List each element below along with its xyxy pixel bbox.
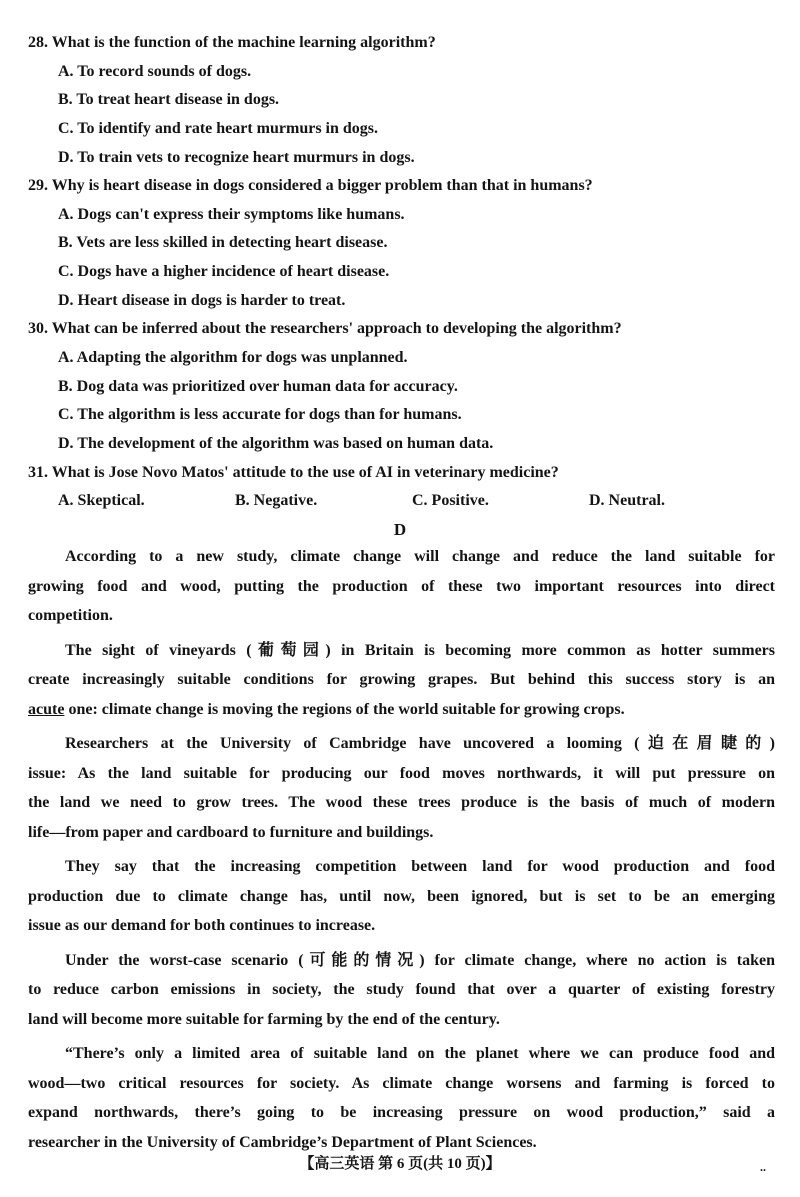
- text-fragment: one: climate change is moving the regions of the world suitable for growing crops.: [68, 700, 625, 718]
- answer-option: C. Dogs have a higher incidence of heart disease.: [58, 263, 390, 281]
- text-line: According to a new study, climate change will change and reduce the land suitable for: [65, 548, 775, 565]
- text-line: to reduce carbon emissions in society, the study found that over a quarter of existing forestry: [28, 981, 775, 998]
- answer-option: C. Positive.: [412, 492, 489, 510]
- questions-block: [28, 29, 788, 516]
- page-footer: 【高三英语 第 6 页(共 10 页)】: [299, 1156, 501, 1172]
- text-line: land will become more suitable for farming by the end of the century.: [28, 1010, 500, 1028]
- question-stem: 31. What is Jose Novo Matos' attitude to the use of AI in veterinary medicine?: [28, 463, 559, 481]
- question-stem: 28. What is the function of the machine learning algorithm?: [28, 34, 436, 51]
- text-line: create increasingly suitable conditions for growing grapes. But behind this success story is an: [28, 671, 775, 688]
- text-line: expand northwards, there’s going to be increasing pressure on wood production,” said a: [28, 1104, 775, 1121]
- paragraph: [28, 1039, 775, 1157]
- answer-option: D. The development of the algorithm was based on human data.: [58, 434, 494, 452]
- answer-option: A. Adapting the algorithm for dogs was unplanned.: [58, 349, 408, 367]
- section-heading: D: [393, 520, 407, 539]
- answer-option: C. The algorithm is less accurate for dogs than for humans.: [58, 406, 462, 424]
- text-line: [28, 695, 775, 725]
- text-line: growing food and wood, putting the production of these two important resources into direct: [28, 577, 775, 595]
- answer-option: B. Negative.: [235, 492, 318, 510]
- answer-options-row: [28, 487, 788, 516]
- answer-option: A. To record sounds of dogs.: [58, 62, 252, 80]
- question-stem: 30. What can be inferred about the researchers' approach to developing the algorithm?: [28, 320, 622, 338]
- paragraph: [28, 852, 775, 941]
- question-stem: 29. Why is heart disease in dogs considered a bigger problem than that in humans?: [28, 177, 593, 195]
- underlined-word: acute: [28, 700, 65, 718]
- text-line: researcher in the University of Cambridge’s Department of Plant Sciences.: [28, 1133, 537, 1151]
- paragraph: [28, 542, 775, 631]
- text-line: issue as our demand for both continues to increase.: [28, 917, 376, 934]
- text-line: life—from paper and cardboard to furniture and buildings.: [28, 823, 434, 841]
- text-line: issue: As the land suitable for producing our food moves northwards, it will put pressure on: [28, 764, 775, 782]
- corner-mark: ..: [760, 1160, 766, 1174]
- answer-option: D. Heart disease in dogs is harder to treat.: [58, 291, 346, 309]
- answer-option: A. Skeptical.: [58, 492, 145, 510]
- text-line: wood—two critical resources for society. As climate change worsens and farming is forced to: [28, 1074, 775, 1092]
- answer-option: A. Dogs can't express their symptoms like humans.: [58, 205, 405, 223]
- text-line: “There’s only a limited area of suitable land on the planet where we can produce food and: [65, 1045, 775, 1062]
- answer-option: D. To train vets to recognize heart murmurs in dogs.: [58, 148, 415, 166]
- paragraph: [28, 636, 775, 725]
- paragraph: [28, 946, 775, 1035]
- paragraph: [28, 729, 775, 847]
- answer-option: B. To treat heart disease in dogs.: [58, 91, 280, 109]
- text-line: The sight of vineyards (葡萄园) in Britain is becoming more common as hotter summers: [65, 641, 775, 659]
- answer-option: B. Vets are less skilled in detecting heart disease.: [58, 234, 388, 252]
- text-line: the land we need to grow trees. The wood these trees produce is the basis of much of modern: [28, 794, 775, 811]
- text-line: Under the worst-case scenario (可能的情况) for climate change, where no action is taken: [65, 951, 775, 969]
- text-line: Researchers at the University of Cambridge have uncovered a looming (迫在眉睫的): [65, 735, 775, 752]
- text-line: They say that the increasing competition between land for wood production and food: [65, 858, 775, 875]
- text-line: competition.: [28, 607, 113, 624]
- text-line: production due to climate change has, until now, been ignored, but is set to be an emerging: [28, 887, 775, 905]
- answer-option: C. To identify and rate heart murmurs in dogs.: [58, 119, 379, 137]
- answer-option: B. Dog data was prioritized over human data for accuracy.: [58, 377, 458, 395]
- answer-option: D. Neutral.: [589, 492, 665, 510]
- reading-passage: [28, 542, 775, 1162]
